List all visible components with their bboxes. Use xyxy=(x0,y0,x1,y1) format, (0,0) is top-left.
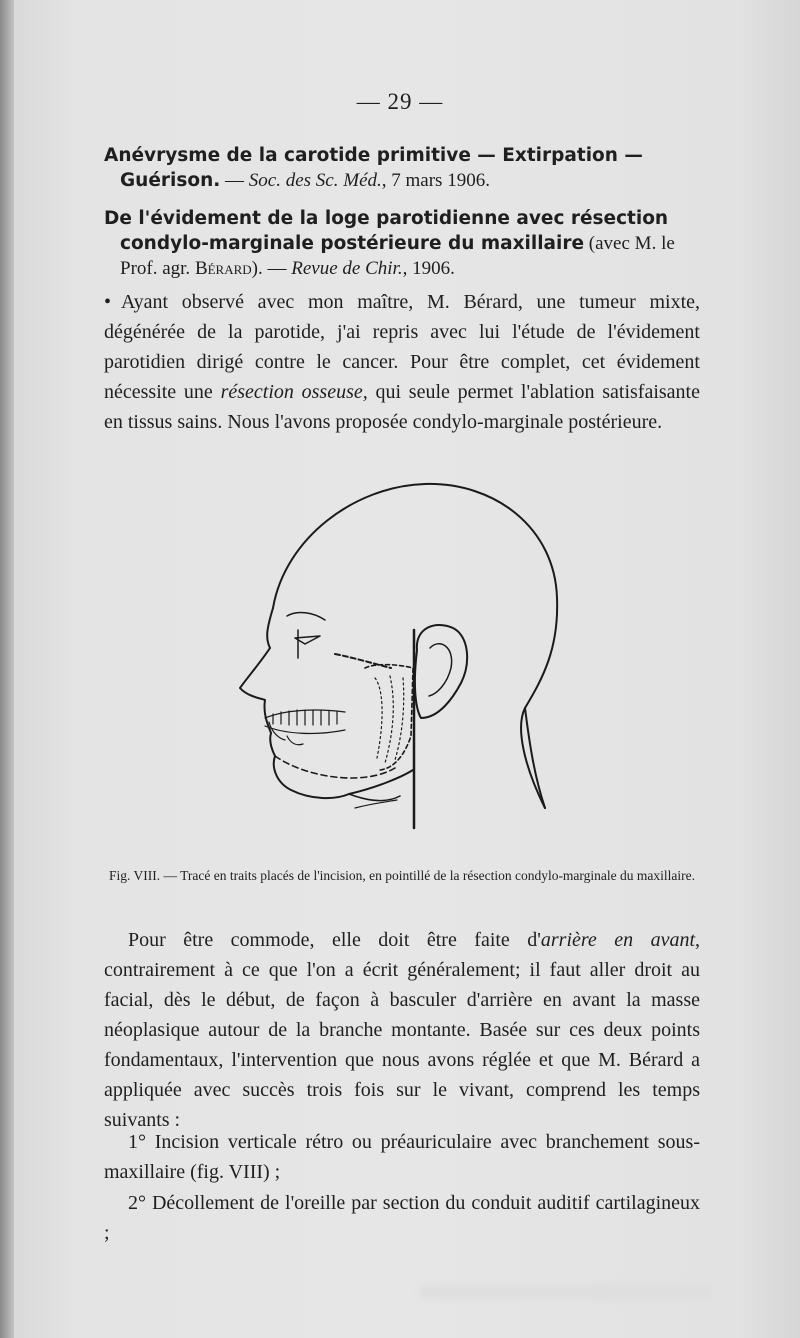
bullet-mark: • xyxy=(104,291,112,313)
paragraph-2-text-b: , contrairement à ce que l'on a écrit généralement; il faut aller droit au facial, dès le début, de façon à basculer d'arrière en avant la masse néoplasique autour de la branche montante. Basée sur ces deux points fondamentaux, l'intervention que nous avons réglée et que M. Bérard a appliquée avec succès trois fois sur le vivant, comprend les temps suivants : xyxy=(104,929,701,1131)
entry-2-coauthor-suffix: ). — xyxy=(251,258,292,279)
entry-2-year: , 1906. xyxy=(402,258,455,279)
entry-1-dash: — xyxy=(220,170,249,191)
step-2-text: 2° Décollement de l'oreille par section du conduit auditif cartilagineux ; xyxy=(104,1192,700,1244)
step-2 xyxy=(104,1188,700,1248)
cheek-line xyxy=(335,654,391,668)
entry-1-title: Anévrysme de la carotide primitive — Extirpation — Guérison. xyxy=(104,145,643,191)
teeth xyxy=(265,710,345,745)
resection-outline xyxy=(365,665,413,770)
page-number: — 29 — xyxy=(356,89,444,114)
paragraph-2-text-a: Pour être commode, elle doit être faite d' xyxy=(128,929,541,951)
entry-2-coauthor-prefix: (avec M. le Prof. agr. xyxy=(120,233,675,279)
eyebrow xyxy=(287,613,325,620)
mandible-line xyxy=(275,756,395,778)
entry-1-date: , 7 mars 1906. xyxy=(381,170,490,191)
entry-2-coauthor: Bérard xyxy=(194,258,252,279)
paragraph-2-italic: arrière en avant xyxy=(540,929,696,951)
step-1 xyxy=(104,1127,700,1187)
show-through-stain xyxy=(420,1285,710,1299)
paragraph-1 xyxy=(104,287,700,437)
entry-1-journal: Soc. des Sc. Méd. xyxy=(248,170,382,191)
submandibular-branch xyxy=(349,794,400,800)
neck-back xyxy=(525,708,545,808)
paragraph-2 xyxy=(104,925,700,1135)
paragraph-1-text-a: Ayant observé avec mon maître, M. Bérard, une tumeur mixte, dégénérée de la parotide, j'ai repris avec lui l'étude de l'évidement parotidien dirigé contre le cancer. Pour être complet, cet évidement nécessite une xyxy=(104,291,700,403)
entry-2-title: De l'évidement de la loge parotidienne avec résection condylo-marginale postérieure du maxillaire xyxy=(104,208,669,254)
paragraph-1-text-b: qui seule permet l'ablation satisfaisante en tissus sains. Nous l'avons proposée condylo-marginale postérieure. xyxy=(104,381,700,433)
entry-2-journal: Revue de Chir. xyxy=(291,258,403,279)
figure-caption: Fig. VIII. — Tracé en traits placés de l'incision, en pointillé de la résection condylo-marginale du maxillaire. xyxy=(108,868,696,883)
ear xyxy=(415,625,467,718)
bibliography-entry-1 xyxy=(104,143,716,193)
face-profile xyxy=(240,608,349,798)
bibliography-entry-2 xyxy=(104,206,716,281)
step-1-text: 1° Incision verticale rétro ou préauriculaire avec branchement sous-maxillaire (fig. VIII) ; xyxy=(104,1131,700,1183)
page-edge xyxy=(0,0,14,1338)
paragraph-1-italic: résection osseuse, xyxy=(220,381,368,403)
head-profile-figure xyxy=(225,478,585,838)
